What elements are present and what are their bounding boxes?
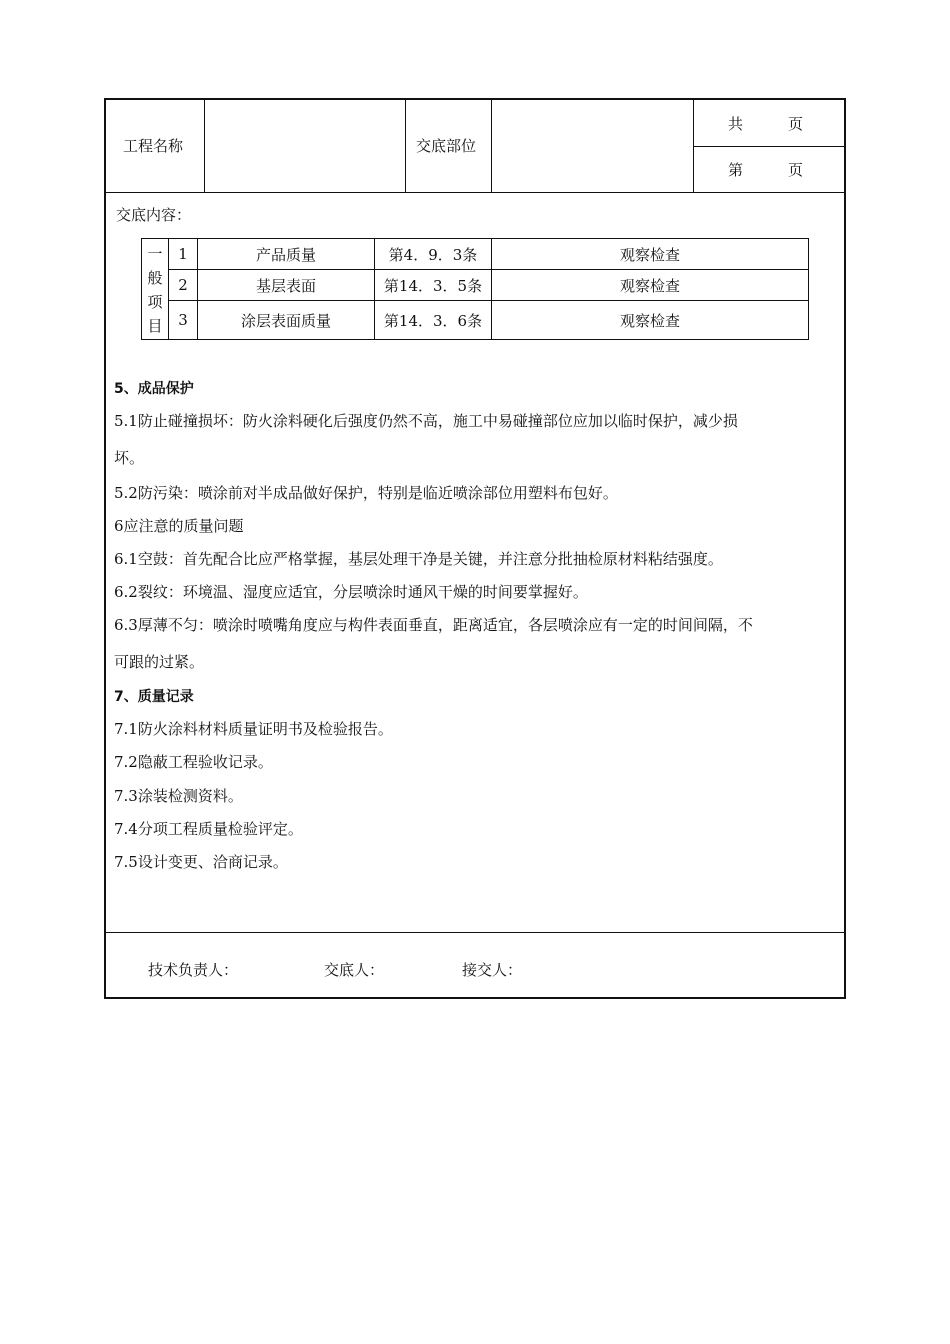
total-pages: 共 页	[728, 115, 804, 133]
category-char: 一	[147, 245, 163, 263]
item-method: 观察检查	[492, 301, 809, 340]
item-number: 1	[169, 239, 198, 270]
body-line: 7.4分项工程质量检验评定。	[114, 820, 303, 838]
item-clause: 第14．3．5条	[375, 270, 492, 301]
item-name: 涂层表面质量	[198, 301, 375, 340]
project-name-label: 工程名称	[123, 137, 184, 155]
general-items-table	[141, 238, 809, 340]
body-line: 7.5设计变更、洽商记录。	[114, 853, 288, 871]
body-line: 5.1防止碰撞损坏：防火涂料硬化后强度仍然不高，施工中易碰撞部位应加以临时保护，减少损	[114, 412, 738, 430]
form-header	[106, 100, 844, 193]
body-line: 7.2隐蔽工程验收记录。	[114, 753, 273, 771]
item-number: 3	[169, 301, 198, 340]
body-line: 可跟的过紧。	[114, 653, 205, 671]
disclosure-form	[104, 98, 846, 999]
table-row	[142, 270, 809, 301]
body-line: 6.3厚薄不匀：喷涂时喷嘴角度应与构件表面垂直，距离适宜，各层喷涂应有一定的时间间隔，不	[114, 616, 753, 634]
item-method: 观察检查	[492, 270, 809, 301]
page-number: 第 页	[728, 161, 804, 179]
body-line: 坏。	[114, 449, 145, 467]
section-heading: 7、质量记录	[114, 689, 194, 705]
body-line: 7.1防火涂料材料质量证明书及检验报告。	[114, 720, 393, 738]
category-char: 项	[147, 293, 163, 311]
category-char: 般	[147, 269, 163, 287]
body-line: 6.2裂纹：环境温、湿度应适宜，分层喷涂时通风干燥的时间要掌握好。	[114, 583, 588, 601]
divider	[204, 100, 205, 192]
item-clause: 第4．9．3条	[375, 239, 492, 270]
body-line: 5.2防污染：喷涂前对半成品做好保护，特别是临近喷涂部位用塑料布包好。	[114, 484, 618, 502]
table-row	[142, 239, 809, 270]
receiver-signature[interactable]: 接交人：	[462, 961, 523, 979]
content-label: 交底内容：	[116, 206, 192, 224]
item-method: 观察检查	[492, 239, 809, 270]
tech-lead-signature[interactable]: 技术负责人：	[148, 961, 239, 979]
body-line: 6.1空鼓：首先配合比应严格掌握，基层处理干净是关键，并注意分批抽检原材料粘结强度。	[114, 550, 723, 568]
body-line: 6应注意的质量问题	[114, 517, 244, 535]
category-char: 目	[147, 317, 163, 335]
body-line: 7.3涂装检测资料。	[114, 787, 243, 805]
item-clause: 第14．3．6条	[375, 301, 492, 340]
item-name: 基层表面	[198, 270, 375, 301]
divider	[405, 100, 406, 192]
category-cell	[142, 239, 169, 340]
location-label: 交底部位	[416, 137, 477, 155]
divider	[491, 100, 492, 192]
section-heading: 5、成品保护	[114, 381, 194, 397]
presenter-signature[interactable]: 交底人：	[324, 961, 385, 979]
item-number: 2	[169, 270, 198, 301]
signature-row	[106, 932, 844, 1000]
table-row	[142, 301, 809, 340]
divider	[694, 146, 844, 147]
item-name: 产品质量	[198, 239, 375, 270]
